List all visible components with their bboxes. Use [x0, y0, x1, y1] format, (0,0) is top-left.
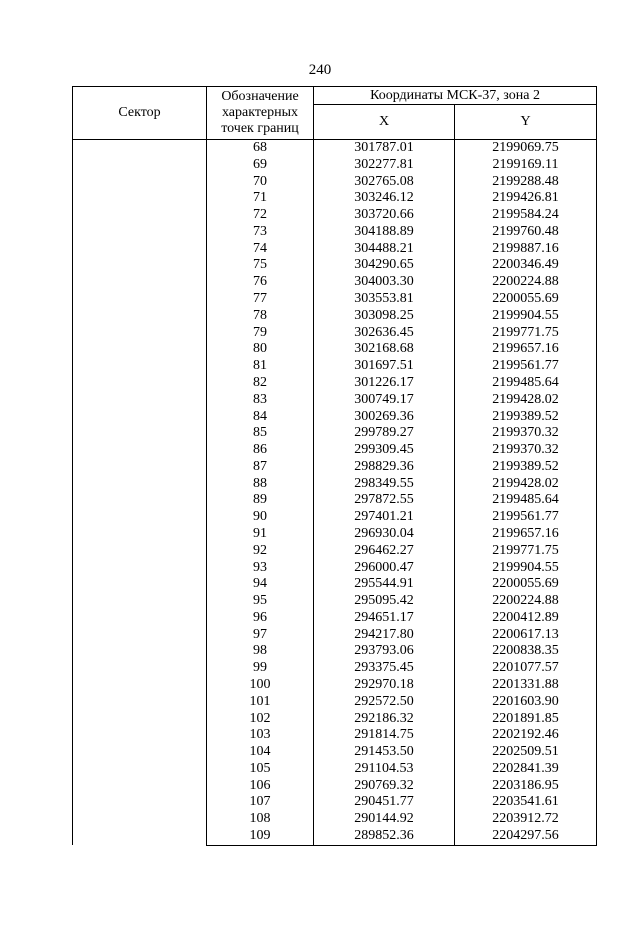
y-cell: 2200055.69 [455, 576, 597, 593]
x-cell: 290769.32 [314, 778, 455, 795]
point-cell: 92 [207, 543, 314, 560]
y-cell: 2204297.56 [455, 828, 597, 845]
x-cell: 302168.68 [314, 341, 455, 358]
y-cell: 2199389.52 [455, 409, 597, 426]
y-cell: 2200346.49 [455, 257, 597, 274]
y-cell: 2202509.51 [455, 744, 597, 761]
y-cell: 2199771.75 [455, 325, 597, 342]
y-cell: 2201331.88 [455, 677, 597, 694]
x-cell: 301697.51 [314, 358, 455, 375]
point-cell: 80 [207, 341, 314, 358]
y-cell: 2200838.35 [455, 643, 597, 660]
point-cell: 109 [207, 828, 314, 845]
x-cell: 290144.92 [314, 811, 455, 828]
x-cell: 300269.36 [314, 409, 455, 426]
x-cell: 304188.89 [314, 224, 455, 241]
point-cell: 75 [207, 257, 314, 274]
point-cell: 96 [207, 610, 314, 627]
point-cell: 95 [207, 593, 314, 610]
y-cell: 2200412.89 [455, 610, 597, 627]
point-cell: 73 [207, 224, 314, 241]
y-cell: 2199288.48 [455, 174, 597, 191]
x-cell: 302636.45 [314, 325, 455, 342]
point-cell: 105 [207, 761, 314, 778]
sector-cell [73, 140, 207, 846]
y-cell: 2203912.72 [455, 811, 597, 828]
point-cell: 108 [207, 811, 314, 828]
x-header: X [314, 105, 455, 140]
x-cell: 292186.32 [314, 711, 455, 728]
y-cell: 2199561.77 [455, 358, 597, 375]
y-cell: 2199069.75 [455, 140, 597, 157]
point-cell: 99 [207, 660, 314, 677]
x-cell: 296930.04 [314, 526, 455, 543]
x-cell: 296462.27 [314, 543, 455, 560]
point-cell: 87 [207, 459, 314, 476]
table-row [73, 140, 597, 157]
y-cell: 2199428.02 [455, 392, 597, 409]
page-number: 240 [308, 62, 332, 78]
y-cell: 2199370.32 [455, 425, 597, 442]
point-cell: 69 [207, 157, 314, 174]
point-header-line-3: точек границ [221, 121, 299, 136]
point-cell: 94 [207, 576, 314, 593]
y-cell: 2199370.32 [455, 442, 597, 459]
x-cell: 291814.75 [314, 727, 455, 744]
point-cell: 107 [207, 794, 314, 811]
point-cell: 89 [207, 492, 314, 509]
x-cell: 299309.45 [314, 442, 455, 459]
point-cell: 84 [207, 409, 314, 426]
point-header-line-2: характерных [221, 105, 299, 120]
point-cell: 71 [207, 190, 314, 207]
x-cell: 301787.01 [314, 140, 455, 157]
x-cell: 296000.47 [314, 560, 455, 577]
y-cell: 2199584.24 [455, 207, 597, 224]
x-cell: 291104.53 [314, 761, 455, 778]
y-cell: 2199169.11 [455, 157, 597, 174]
point-cell: 76 [207, 274, 314, 291]
point-cell: 104 [207, 744, 314, 761]
x-cell: 297872.55 [314, 492, 455, 509]
point-cell: 102 [207, 711, 314, 728]
y-cell: 2199771.75 [455, 543, 597, 560]
x-cell: 293375.45 [314, 660, 455, 677]
x-cell: 299789.27 [314, 425, 455, 442]
x-cell: 303720.66 [314, 207, 455, 224]
y-cell: 2201891.85 [455, 711, 597, 728]
point-cell: 88 [207, 476, 314, 493]
y-cell: 2201077.57 [455, 660, 597, 677]
y-header: Y [455, 105, 597, 140]
x-cell: 304290.65 [314, 257, 455, 274]
point-cell: 101 [207, 694, 314, 711]
point-cell: 81 [207, 358, 314, 375]
sector-header: Сектор [73, 87, 207, 140]
x-cell: 289852.36 [314, 828, 455, 845]
point-cell: 85 [207, 425, 314, 442]
point-cell: 78 [207, 308, 314, 325]
x-cell: 303098.25 [314, 308, 455, 325]
x-cell: 294651.17 [314, 610, 455, 627]
x-cell: 302277.81 [314, 157, 455, 174]
x-cell: 295544.91 [314, 576, 455, 593]
y-cell: 2203186.95 [455, 778, 597, 795]
y-cell: 2200617.13 [455, 627, 597, 644]
y-cell: 2200224.88 [455, 274, 597, 291]
x-cell: 303246.12 [314, 190, 455, 207]
x-cell: 295095.42 [314, 593, 455, 610]
x-cell: 304488.21 [314, 241, 455, 258]
x-cell: 298349.55 [314, 476, 455, 493]
point-cell: 68 [207, 140, 314, 157]
point-cell: 91 [207, 526, 314, 543]
point-cell: 93 [207, 560, 314, 577]
point-cell: 74 [207, 241, 314, 258]
y-cell: 2203541.61 [455, 794, 597, 811]
y-cell: 2199904.55 [455, 560, 597, 577]
point-cell: 100 [207, 677, 314, 694]
x-cell: 302765.08 [314, 174, 455, 191]
y-cell: 2199426.81 [455, 190, 597, 207]
coordinates-group-header: Координаты МСК-37, зона 2 [314, 87, 597, 105]
y-cell: 2199887.16 [455, 241, 597, 258]
point-cell: 90 [207, 509, 314, 526]
x-cell: 304003.30 [314, 274, 455, 291]
x-cell: 291453.50 [314, 744, 455, 761]
point-cell: 72 [207, 207, 314, 224]
x-cell: 303553.81 [314, 291, 455, 308]
x-cell: 297401.21 [314, 509, 455, 526]
x-cell: 290451.77 [314, 794, 455, 811]
x-cell: 300749.17 [314, 392, 455, 409]
x-cell: 294217.80 [314, 627, 455, 644]
point-cell: 77 [207, 291, 314, 308]
point-cell: 103 [207, 727, 314, 744]
point-cell: 106 [207, 778, 314, 795]
y-cell: 2199657.16 [455, 341, 597, 358]
point-designation-header [207, 87, 314, 140]
y-cell: 2199485.64 [455, 375, 597, 392]
y-cell: 2202192.46 [455, 727, 597, 744]
point-cell: 70 [207, 174, 314, 191]
point-cell: 86 [207, 442, 314, 459]
point-cell: 98 [207, 643, 314, 660]
x-cell: 301226.17 [314, 375, 455, 392]
x-cell: 292572.50 [314, 694, 455, 711]
y-cell: 2200224.88 [455, 593, 597, 610]
y-cell: 2199485.64 [455, 492, 597, 509]
y-cell: 2199904.55 [455, 308, 597, 325]
y-cell: 2199428.02 [455, 476, 597, 493]
x-cell: 293793.06 [314, 643, 455, 660]
y-cell: 2199657.16 [455, 526, 597, 543]
point-cell: 79 [207, 325, 314, 342]
x-cell: 298829.36 [314, 459, 455, 476]
y-cell: 2199561.77 [455, 509, 597, 526]
y-cell: 2200055.69 [455, 291, 597, 308]
y-cell: 2201603.90 [455, 694, 597, 711]
point-cell: 83 [207, 392, 314, 409]
point-cell: 82 [207, 375, 314, 392]
point-header-line-1: Обозначение [221, 89, 299, 104]
y-cell: 2199760.48 [455, 224, 597, 241]
point-cell: 97 [207, 627, 314, 644]
coordinates-table [72, 86, 597, 846]
y-cell: 2199389.52 [455, 459, 597, 476]
x-cell: 292970.18 [314, 677, 455, 694]
y-cell: 2202841.39 [455, 761, 597, 778]
